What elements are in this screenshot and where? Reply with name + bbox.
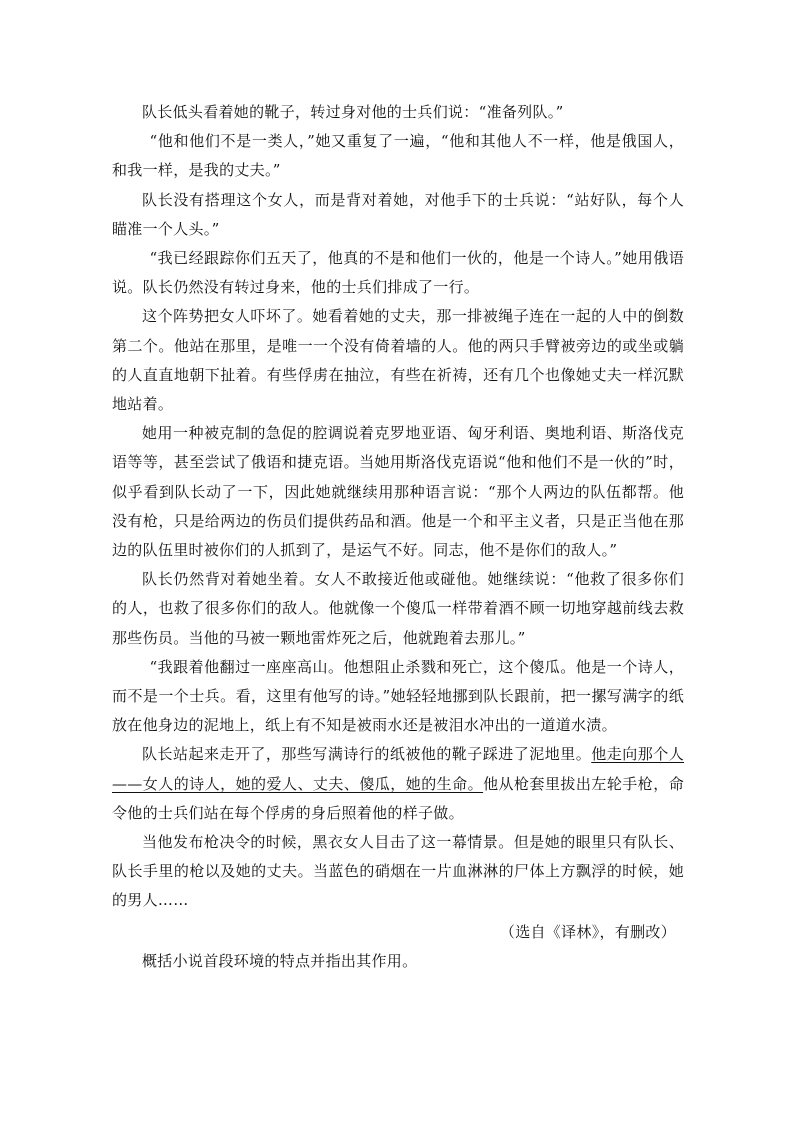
paragraph-8: “我跟着他翻过一座座高山。他想阻止杀戮和死亡，这个傻瓜。他是一个诗人，而不是一个士兵。看，这里有他写的诗。”她轻轻地挪到队长跟前，把一摞写满字的纸放在他身边的泥地上，纸上有不知是被雨水还是被泪水冲出的一道道水渍。 xyxy=(112,657,684,735)
paragraph-6: 她用一种被克制的急促的腔调说着克罗地亚语、匈牙利语、奥地利语、斯洛伐克语等等，甚至尝试了俄语和捷克语。当她用斯洛伐克语说“他和他们不是一伙的”时，似乎看到队长动了一下，因此她就继续用那种语言说：“那个人两边的队伍都帮。他没有枪，只是给两边的伤员们提供药品和酒。他是一个和平主义者，只是正当他在那边的队伍里时被你们的人抓到了，是运气不好。同志，他不是你们的敌人。” xyxy=(112,424,684,560)
story-text xyxy=(112,98,684,976)
paragraph-2: “他和他们不是一类人，”她又重复了一遍，“他和其他人不一样，他是俄国人，和我一样，是我的丈夫。” xyxy=(112,132,684,180)
paragraph-7: 队长仍然背对着她坐着。女人不敢接近他或碰他。她继续说：“他救了很多你们的人，也救了很多你们的敌人。他就像一个傻瓜一样带着酒不顾一切地穿越前线去救那些伤员。当他的马被一颗地雷炸死之后，他就跑着去那儿。” xyxy=(112,570,684,647)
question-text: 概括小说首段环境的特点并指出其作用。 xyxy=(142,951,418,970)
paragraph-5: 这个阵势把女人吓坏了。她看着她的丈夫，那一排被绳子连在一起的人中的倒数第二个。他站在那里，是唯一一个没有倚着墙的人。他的两只手臂被旁边的或坐或躺的人直直地朝下扯着。有些俘虏在抽泣，有些在祈祷，还有几个也像她丈夫一样沉默地站着。 xyxy=(112,307,684,414)
paragraph-9 xyxy=(112,740,684,828)
paragraph-4: “我已经跟踪你们五天了，他真的不是和他们一伙的，他是一个诗人。”她用俄语说。队长仍然没有转过身来，他的士兵们排成了一行。 xyxy=(112,249,684,297)
paragraph-9-after: 他从枪套里拔出左轮手枪，命令他的士兵们站在每个俘虏的身后照着他的样子做。 xyxy=(112,774,684,822)
paragraph-10: 当他发布枪决令的时候，黑衣女人目击了这一幕情景。但是她的眼里只有队长、队长手里的枪以及她的丈夫。当蓝色的硝烟在一片血淋淋的尸体上方飘浮的时候，她的男人…… xyxy=(112,833,684,910)
paragraph-3: 队长没有搭理这个女人，而是背对着她，对他手下的士兵说：“站好队，每个人瞄准一个人头。” xyxy=(112,190,684,238)
paragraph-9-before: 队长站起来走开了，那些写满诗行的纸被他的靴子踩进了泥地里。 xyxy=(142,745,592,764)
underlined-sentence: 他走向那个人——女人的诗人，她的爱人、丈夫、傻瓜，她的生命。 xyxy=(112,745,684,793)
source-citation: （选自《译林》，有删改） xyxy=(499,922,676,941)
paragraph-1: 队长低头看着她的靴子，转过身对他的士兵们说：“准备列队。” xyxy=(142,103,564,121)
